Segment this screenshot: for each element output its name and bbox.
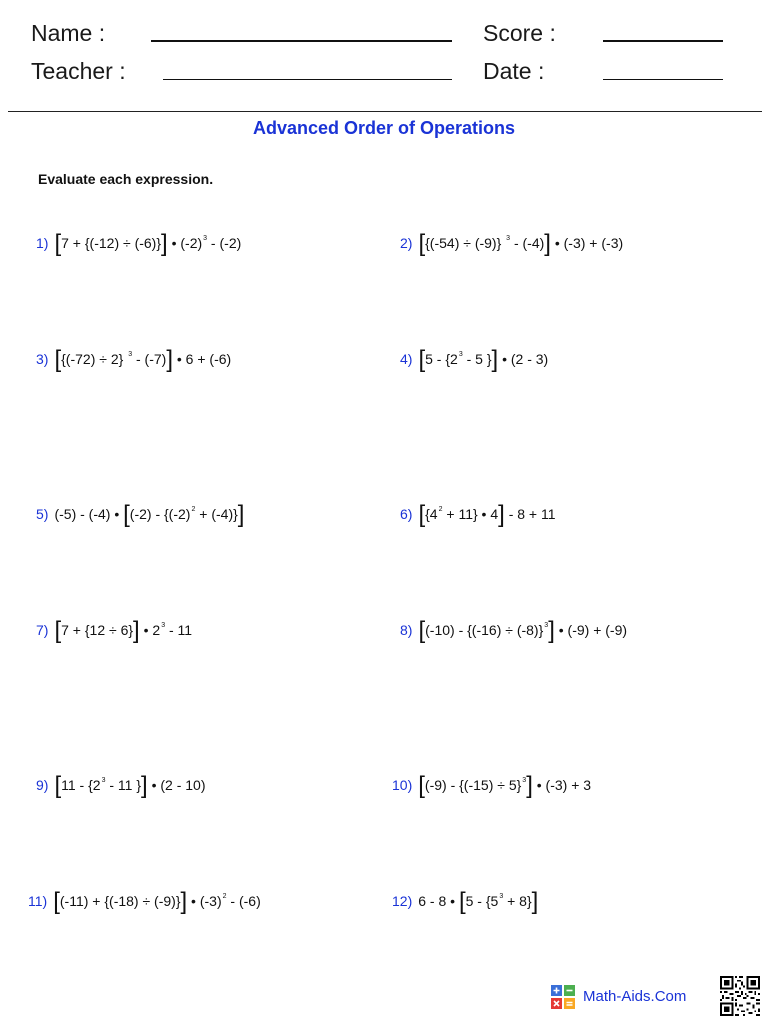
problem-number: 10) [392, 777, 413, 793]
problem-12: 12) 6 - 8 • $[5 - \{5^3 + 8\}]$ [392, 888, 539, 915]
close-bracket: ] [237, 501, 245, 528]
site-link[interactable]: Math-Aids.Com [583, 988, 687, 1005]
problem-number: 12) [392, 893, 413, 909]
open-bracket: [ [54, 617, 62, 644]
problem-number: 6) [400, 506, 413, 522]
instructions: Evaluate each expression. [38, 171, 214, 187]
close-bracket: ] [544, 230, 551, 257]
date-label: Date : [483, 58, 545, 84]
problem-7: 7) [7 + {12 ÷ 6}] • $2^3 - 11$ [36, 617, 193, 644]
teacher-line[interactable] [163, 79, 452, 80]
close-bracket: ] [141, 772, 148, 799]
worksheet-title: Advanced Order of Operations [252, 118, 516, 138]
problem-6: 6) [$\{4^2 + 11\}$ • 4] - 8 + 11 [400, 501, 556, 528]
problem-number: 7) [36, 622, 49, 638]
name-line[interactable] [151, 40, 452, 42]
problem-number: 2) [400, 235, 413, 251]
problem-number: 5) [36, 506, 49, 522]
problem-number: 1) [36, 235, 49, 251]
open-bracket: [ [418, 501, 426, 528]
close-bracket: ] [166, 346, 173, 373]
close-bracket: ] [526, 772, 533, 799]
teacher-label: Teacher : [31, 58, 126, 84]
open-bracket: [ [54, 346, 62, 373]
problem-8: 8) $[(-10) - \{(-16) \div (-8)\}^3]$ • (-9) + (-9) [400, 617, 628, 644]
problem-1: 1) [7 + {(-12) ÷ (-6)}] • $(-2)^3 - (-2)$ [36, 230, 242, 257]
problem-number: 3) [36, 351, 49, 367]
problem-5: 5) (-5) - (-4) • $[(-2) - \{(-2)^2 + (-4)\}]$ [36, 501, 245, 528]
close-bracket: ] [498, 501, 505, 528]
problem-4: 4) [$5 - \{2^3 - 5$ }] • (2 - 3) [400, 346, 549, 373]
close-bracket: ] [548, 617, 555, 644]
problem-number: 9) [36, 777, 49, 793]
open-bracket: [ [53, 888, 60, 915]
problem-3: 3) [{(-72) ÷ 2} $^3$ - (-7)] • 6 + (-6) [36, 346, 232, 373]
close-bracket: ] [180, 888, 188, 915]
open-bracket: [ [418, 617, 426, 644]
open-bracket: [ [54, 230, 62, 257]
problem-9: 9) [$11 - \{2^3 - 11$ }] • (2 - 10) [36, 772, 206, 799]
qr-code-icon [720, 976, 760, 1016]
problem-number: 11) [28, 893, 48, 909]
open-bracket: [ [418, 230, 426, 257]
date-line[interactable] [603, 79, 723, 80]
open-bracket: [ [418, 346, 426, 373]
problem-number: 4) [400, 351, 413, 367]
problem-10: 10) $[(-9) - \{(-15) \div 5\}^3]$ • (-3) + 3 [392, 772, 592, 799]
open-bracket: [ [54, 772, 62, 799]
problem-number: 8) [400, 622, 413, 638]
close-bracket: ] [161, 230, 168, 257]
score-label: Score : [483, 20, 556, 46]
open-bracket: [ [123, 501, 130, 528]
problem-11: 11) [(-11) + {(-18) ÷ (-9)}] • $(-3)^2 - (-6)$ [28, 888, 261, 915]
header-divider [8, 111, 762, 112]
name-label: Name : [31, 20, 106, 46]
problem-2: 2) [{(-54) ÷ (-9)} $^3$ - (-4)] • (-3) + (-3) [400, 230, 624, 257]
close-bracket: ] [133, 617, 140, 644]
open-bracket: [ [418, 772, 425, 799]
score-line[interactable] [603, 40, 723, 42]
open-bracket: [ [458, 888, 466, 915]
close-bracket: ] [491, 346, 499, 373]
calculator-icon [551, 985, 575, 1009]
close-bracket: ] [531, 888, 539, 915]
